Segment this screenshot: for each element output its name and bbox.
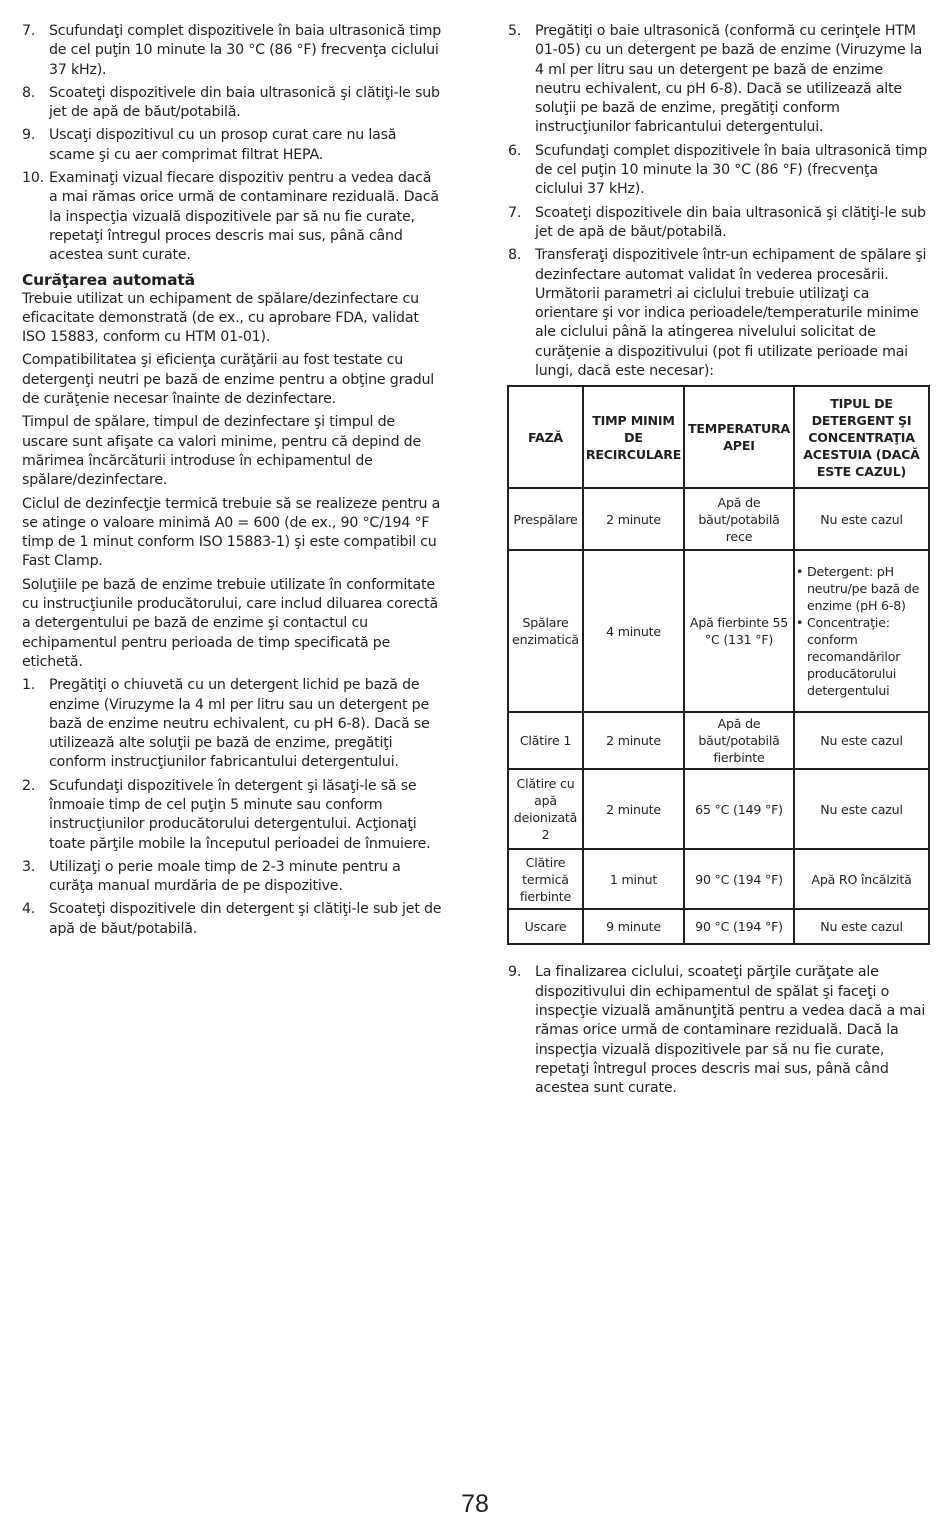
list-item <box>508 204 928 243</box>
list-item <box>22 22 442 80</box>
step-text: Pregătiţi o baie ultrasonică (conformă cu cerinţele HTM 01-05) cu un detergent pe bază de enzime (Viruzyme la 4 ml per litru sau un detergent pe bază de enzime neutru echivalent, cu pH 6-8). Dacă se utilizează alte soluţii pe bază de enzime, pregătiţi conform instrucţiunilor fabricantului detergentului. <box>535 23 923 136</box>
cell-time: 2 minute <box>583 488 684 550</box>
header-phase: FAZĂ <box>508 386 583 488</box>
cell-detergent <box>794 550 929 712</box>
step-text: La finalizarea ciclului, scoateţi părţile curăţate ale dispozitivului din echipamentul de spălat şi faceţi o inspecţie vizuală amănunţită pentru a vedea dacă a mai rămas orice urmă de contaminare reziduală. Dacă la inspecţia vizuală dispozitivele par să nu fie curate, repetaţi întregul proces descris mai sus, până când acestea sunt curate. <box>535 964 926 1097</box>
step-number: 3. <box>22 858 36 875</box>
cell-temperature: Apă de băut/potabilă rece <box>684 488 794 550</box>
step-text: Utilizaţi o perie moale timp de 2-3 minute pentru a curăţa manual murdăria de pe dispozitive. <box>49 858 401 895</box>
list-item <box>508 142 928 200</box>
step-text: Scoateţi dispozitivele din baia ultrasonică şi clătiţi-le sub jet de apă de băut/potabilă. <box>535 204 926 240</box>
step-number: 6. <box>508 142 522 159</box>
left-column <box>22 22 442 943</box>
table-row <box>508 488 929 550</box>
cell-time: 9 minute <box>583 909 684 944</box>
step-number: 9. <box>22 127 36 144</box>
left-steps-bottom <box>22 676 442 939</box>
wash-cycle-table <box>507 385 930 945</box>
cell-temperature: 90 °C (194 °F) <box>684 849 794 909</box>
paragraph: Soluţiile pe bază de enzime trebuie utilizate în conformitate cu instrucţiunile producătorului, care includ diluarea corectă a detergentului pe bază de enzime şi contactul cu echipamentul pentru perioada de timp specificată pe etichetă. <box>22 576 438 670</box>
list-item <box>508 963 928 1098</box>
paragraph: Ciclul de dezinfecţie termică trebuie să se realizeze pentru a se atinge o valoare minimă A0 = 600 (de ex., 90 °C/194 °F timp de 1 minut conform ISO 15883-1) şi este compatibil cu Fast Clamp. <box>22 495 441 570</box>
cell-phase: Clătire termică fierbinte <box>508 849 583 909</box>
paragraph: Trebuie utilizat un echipament de spălare/dezinfectare cu eficacitate demonstrată (de ex., cu aprobare FDA, validat ISO 15883, conform cu HTM 01-01). <box>22 290 419 346</box>
cell-temperature: Apă de băut/potabilă fierbinte <box>684 712 794 769</box>
right-column <box>508 22 928 1102</box>
cell-detergent: Nu este cazul <box>794 488 929 550</box>
right-steps-bottom <box>508 963 928 1098</box>
table-row <box>508 769 929 849</box>
right-steps-top <box>508 22 928 381</box>
step-text: Scoateţi dispozitivele din baia ultrasonică şi clătiţi-le sub jet de apă de băut/potabilă. <box>49 84 440 121</box>
step-number: 8. <box>508 247 522 264</box>
paragraph: Compatibilitatea şi eficienţa curăţării au fost testate cu detergenţi neutri pe bază de enzime pentru a obţine gradul de curăţenie necesar înainte de dezinfectare. <box>22 352 435 408</box>
step-number: 5. <box>508 23 522 39</box>
cell-detergent: Apă RO încălzită <box>794 849 929 909</box>
step-number: 7. <box>508 204 522 221</box>
list-item <box>22 777 442 854</box>
step-text: Pregătiţi o chiuvetă cu un detergent lichid pe bază de enzime (Viruzyme la 4 ml per litru sau un detergent pe bază de enzime neutru echivalent, cu pH 6-8). Dacă se utilizează alte soluţii pe bază de enzime, pregătiţi conform instrucţiunilor fabricantului detergentului. <box>49 677 430 771</box>
cell-temperature: Apă fierbinte 55 °C (131 °F) <box>684 550 794 712</box>
step-number: 10. <box>22 170 44 187</box>
list-item <box>22 169 442 265</box>
cell-phase: Uscare <box>508 909 583 944</box>
list-item: • Concentraţie: conform recomandărilor producătorului detergentului <box>796 614 927 699</box>
list-item <box>22 84 442 123</box>
step-number: 8. <box>22 84 36 101</box>
step-number: 2. <box>22 777 36 794</box>
table-row <box>508 849 929 909</box>
cell-phase: Prespălare <box>508 488 583 550</box>
cell-temperature: 65 °C (149 °F) <box>684 769 794 849</box>
left-steps-top <box>22 22 442 266</box>
step-number: 1. <box>22 677 36 694</box>
table-row <box>508 909 929 944</box>
cell-time: 4 minute <box>583 550 684 712</box>
list-item <box>508 246 928 381</box>
page-number: 78 <box>461 1490 489 1518</box>
cell-phase: Clătire 1 <box>508 712 583 769</box>
step-number: 4. <box>22 901 36 918</box>
step-text: Scufundaţi complet dispozitivele în baia ultrasonică timp de cel puţin 10 minute la 30 °C (86 °F) (frecvenţa ciclului 37 kHz). <box>535 142 928 198</box>
step-number: 7. <box>22 23 36 39</box>
step-text: Transferaţi dispozitivele într-un echipament de spălare şi dezinfectare automat validat în vederea procesării. Următorii parametri ai ciclului trebuie utilizaţi ca orientare şi vor indica perioadele/temperaturile minime ale ciclului până la atingerea nivelului solicitat de curăţenie a dispozitivului (pot fi utilizate perioade mai lungi, dacă este necesar): <box>535 247 927 380</box>
table-header-row <box>508 386 929 488</box>
header-detergent-type: TIPUL DE DETERGENT ŞI CONCENTRAŢIA ACESTUIA (DACĂ ESTE CAZUL) <box>794 386 929 488</box>
cell-detergent: Nu este cazul <box>794 712 929 769</box>
step-text: Scoateţi dispozitivele din detergent şi clătiţi-le sub jet de apă de băut/potabilă. <box>49 901 442 937</box>
table-row <box>508 550 929 712</box>
list-item: • Detergent: pH neutru/pe bază de enzime (pH 6-8) <box>796 563 927 614</box>
header-water-temperature: TEMPERATURA APEI <box>684 386 794 488</box>
cell-detergent: Nu este cazul <box>794 909 929 944</box>
list-item <box>22 858 442 897</box>
step-text: Examinaţi vizual fiecare dispozitiv pentru a vedea dacă a mai rămas orice urmă de contaminare reziduală. Dacă la inspecţia vizuală dispozitivele par să nu fie curate, repetaţi întregul proces descris mai sus, până când acestea sunt curate. <box>49 170 439 264</box>
cell-detergent: Nu este cazul <box>794 769 929 849</box>
step-text: Uscaţi dispozitivul cu un prosop curat care nu lasă scame şi cu aer comprimat filtrat HEPA. <box>49 127 397 163</box>
step-number: 9. <box>508 964 522 981</box>
cell-phase: Spălare enzimatică <box>508 550 583 712</box>
list-item <box>22 126 442 165</box>
cell-temperature: 90 °C (194 °F) <box>684 909 794 944</box>
cell-time: 2 minute <box>583 769 684 849</box>
detergent-bullet-list <box>796 563 927 699</box>
cell-time: 1 minut <box>583 849 684 909</box>
section-heading-automatic-cleaning: Curăţarea automată <box>22 270 195 289</box>
header-min-recirculation-time: TIMP MINIM DE RECIRCULARE <box>583 386 684 488</box>
step-text: Scufundaţi complet dispozitivele în baia ultrasonică timp de cel puţin 10 minute la 30 °C (86 °F) frecvenţa ciclului 37 kHz). <box>49 23 442 78</box>
list-item <box>508 22 928 138</box>
step-text: Scufundaţi dispozitivele în detergent şi lăsaţi-le să se înmoaie timp de cel puţin 5 minute sau conform instrucţiunilor producătorului detergentului. Acţionaţi toate părţile mobile la începutul perioadei de înmuiere. <box>49 777 431 852</box>
cell-time: 2 minute <box>583 712 684 769</box>
table-row <box>508 712 929 769</box>
paragraph: Timpul de spălare, timpul de dezinfectare şi timpul de uscare sunt afişate ca valori minime, pentru că depind de mărimea încărcăturii introduse în echipamentul de spălare/dezinfectare. <box>22 414 422 489</box>
list-item <box>22 676 442 772</box>
cell-phase: Clătire cu apă deionizată 2 <box>508 769 583 849</box>
list-item <box>22 900 442 939</box>
